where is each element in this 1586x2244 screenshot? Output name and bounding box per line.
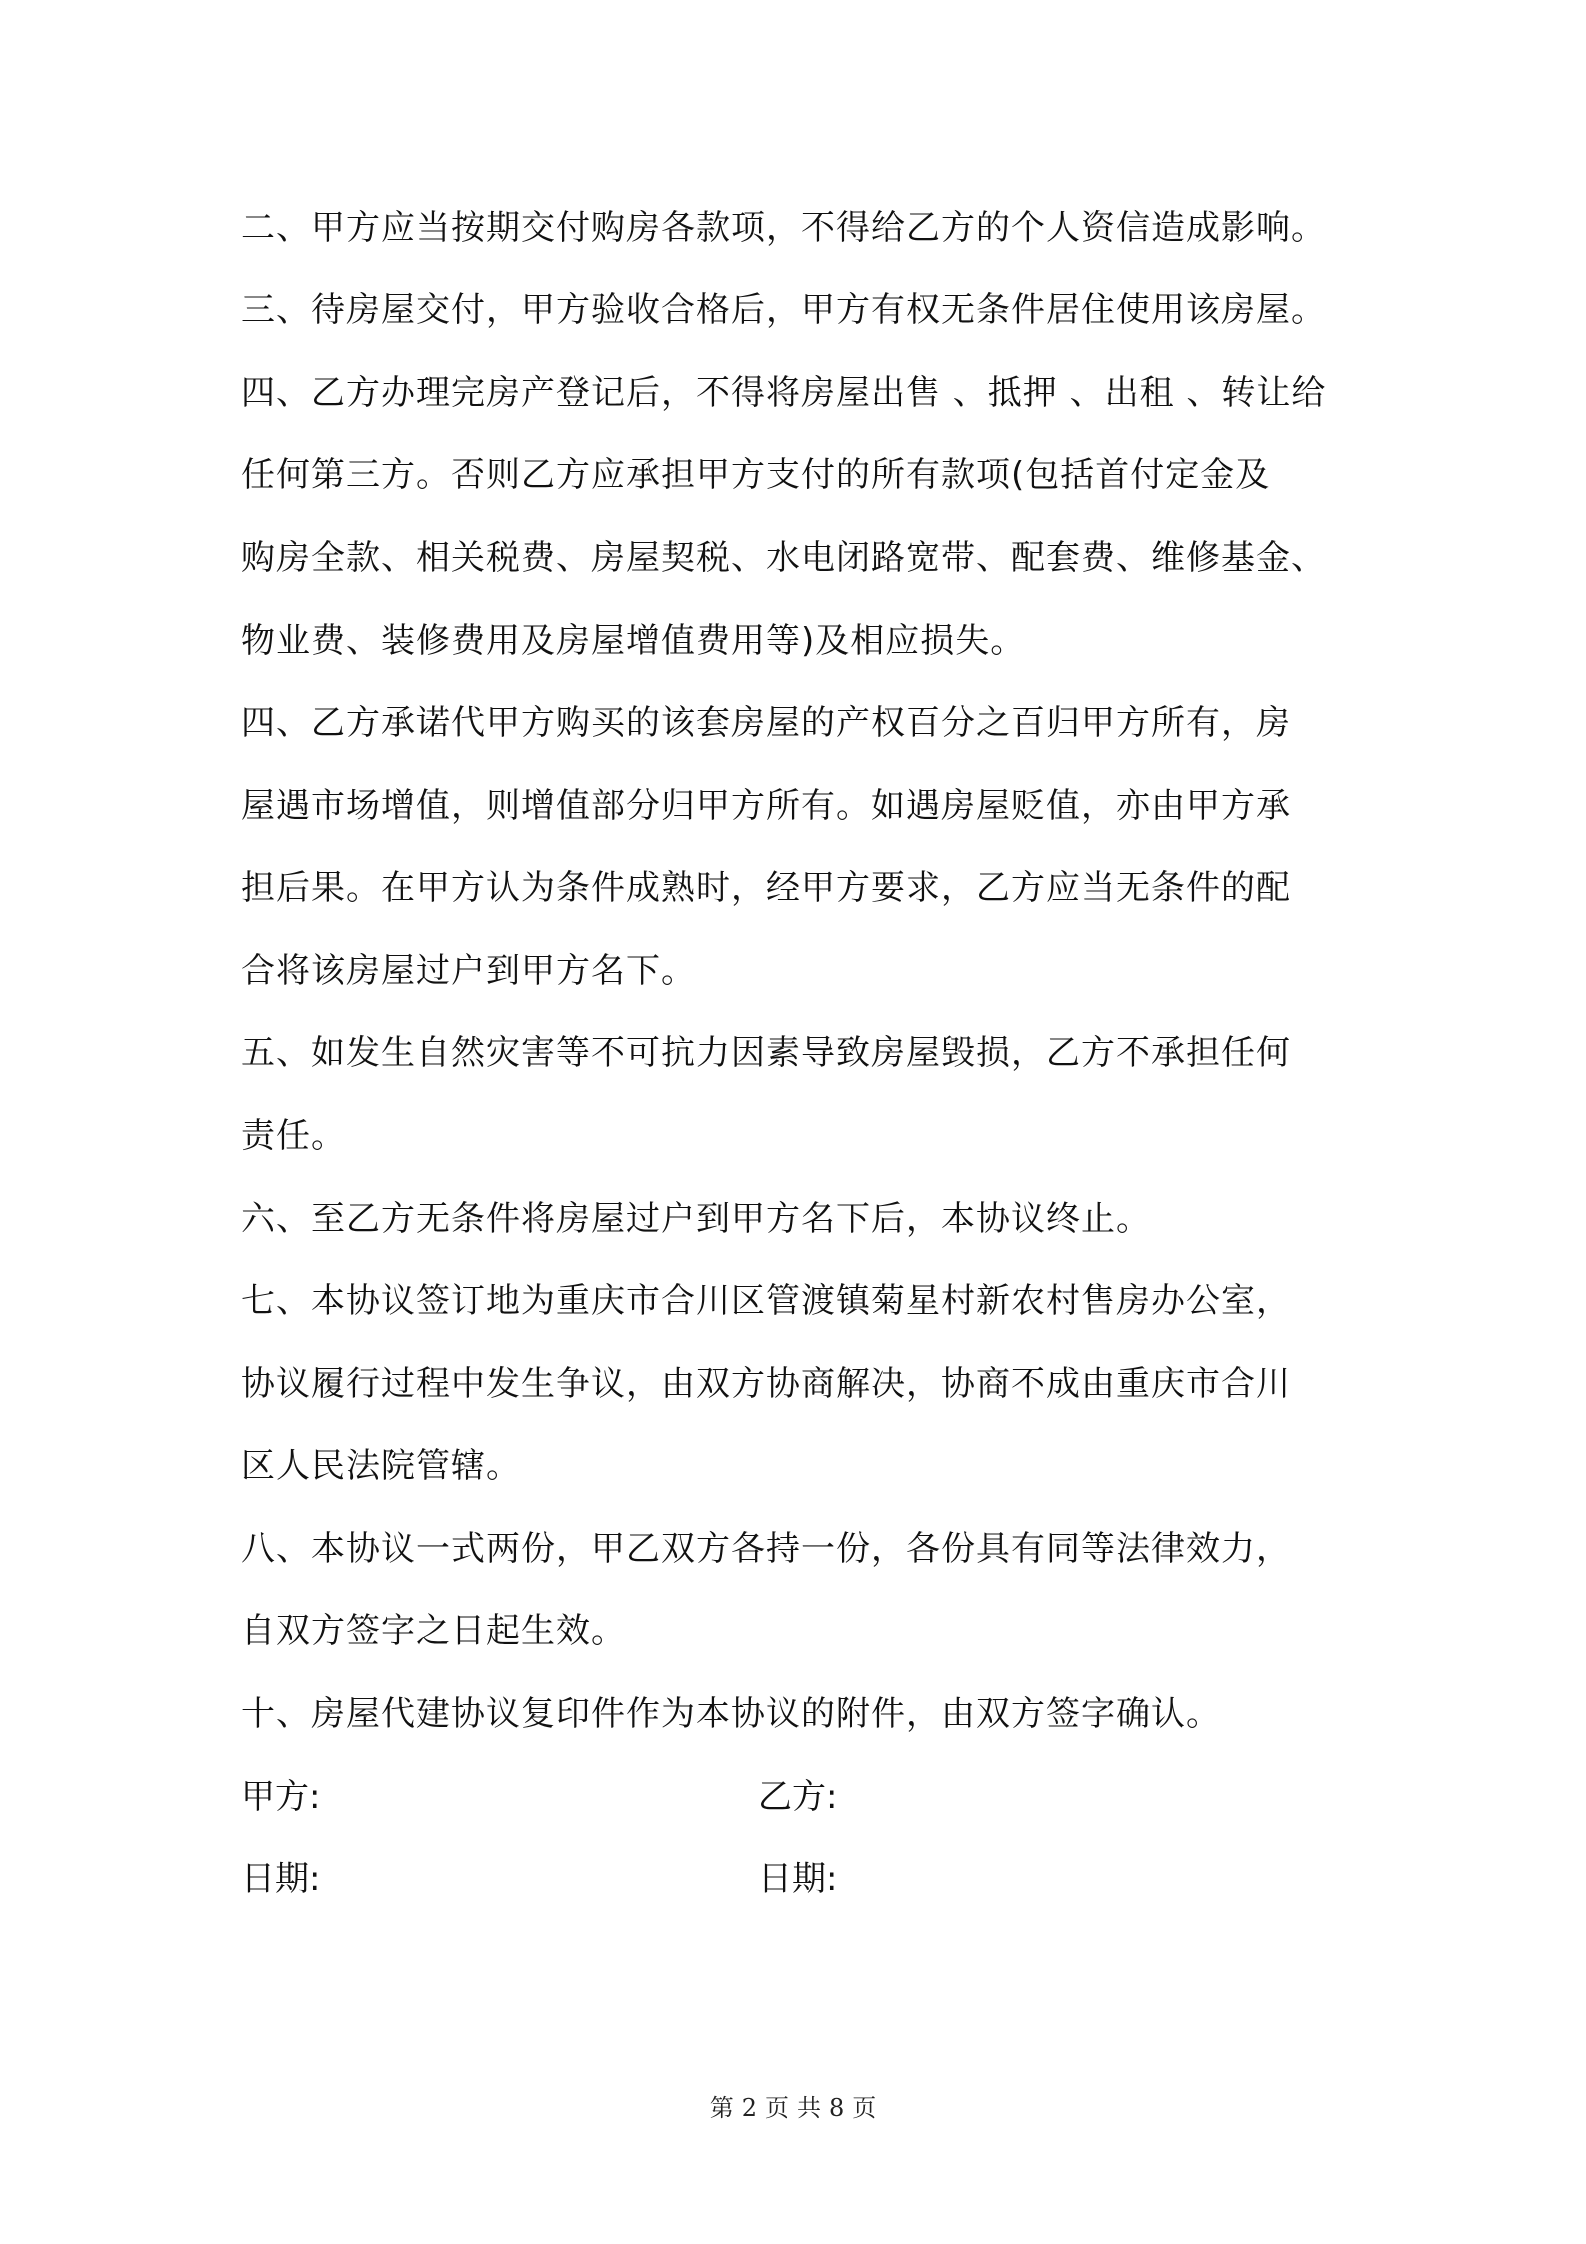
clause-6-line-1: 六、至乙方无条件将房屋过户到甲方名下后，本协议终止。 xyxy=(241,1199,1151,1239)
clause-4a-line-2: 任何第三方。否则乙方应承担甲方支付的所有款项(包括首付定金及 xyxy=(241,455,1271,495)
clause-4b-line-2: 屋遇市场增值，则增值部分归甲方所有。如遇房屋贬值，亦由甲方承 xyxy=(241,786,1291,826)
footer-page-word: 页 xyxy=(765,2094,789,2122)
clause-5-line-2: 责任。 xyxy=(241,1116,346,1156)
party-a-label: 甲方: xyxy=(241,1777,321,1817)
date-b-label: 日期: xyxy=(758,1859,838,1899)
date-a-label: 日期: xyxy=(241,1859,321,1899)
party-b-label: 乙方: xyxy=(758,1777,838,1817)
clause-8-line-1: 八、本协议一式两份，甲乙双方各持一份，各份具有同等法律效力， xyxy=(241,1529,1291,1569)
clause-5-line-1: 五、如发生自然灾害等不可抗力因素导致房屋毁损，乙方不承担任何 xyxy=(241,1033,1291,1073)
clause-4b-line-3: 担后果。在甲方认为条件成熟时，经甲方要求，乙方应当无条件的配 xyxy=(241,868,1291,908)
clause-4a-line-1: 四、乙方办理完房产登记后，不得将房屋出售 、抵押 、出租 、转让给 xyxy=(241,373,1327,413)
clause-7-line-3: 区人民法院管辖。 xyxy=(241,1446,521,1486)
page-footer xyxy=(0,2093,1586,2123)
clause-2-line-1: 二、甲方应当按期交付购房各款项，不得给乙方的个人资信造成影响。 xyxy=(241,208,1326,248)
footer-page-number: 2 xyxy=(741,2094,757,2122)
clause-8-line-2: 自双方签字之日起生效。 xyxy=(241,1611,626,1651)
footer-suffix: 页 xyxy=(852,2094,877,2122)
clause-10-line-1: 十、房屋代建协议复印件作为本协议的附件，由双方签字确认。 xyxy=(241,1694,1221,1734)
footer-total-pages: 8 xyxy=(829,2094,845,2122)
footer-total-word: 共 xyxy=(797,2094,821,2122)
clause-4b-line-4: 合将该房屋过户到甲方名下。 xyxy=(241,951,696,991)
clause-7-line-2: 协议履行过程中发生争议，由双方协商解决，协商不成由重庆市合川 xyxy=(241,1364,1291,1404)
clause-4b-line-1: 四、乙方承诺代甲方购买的该套房屋的产权百分之百归甲方所有，房 xyxy=(241,703,1291,743)
clause-4a-line-4: 物业费、装修费用及房屋增值费用等)及相应损失。 xyxy=(241,621,1026,661)
clause-4a-line-3: 购房全款、相关税费、房屋契税、水电闭路宽带、配套费、维修基金、 xyxy=(241,538,1326,578)
footer-prefix: 第 xyxy=(709,2094,734,2122)
clause-7-line-1: 七、本协议签订地为重庆市合川区管渡镇菊星村新农村售房办公室， xyxy=(241,1281,1291,1321)
clause-3-line-1: 三、待房屋交付，甲方验收合格后，甲方有权无条件居住使用该房屋。 xyxy=(241,290,1326,330)
